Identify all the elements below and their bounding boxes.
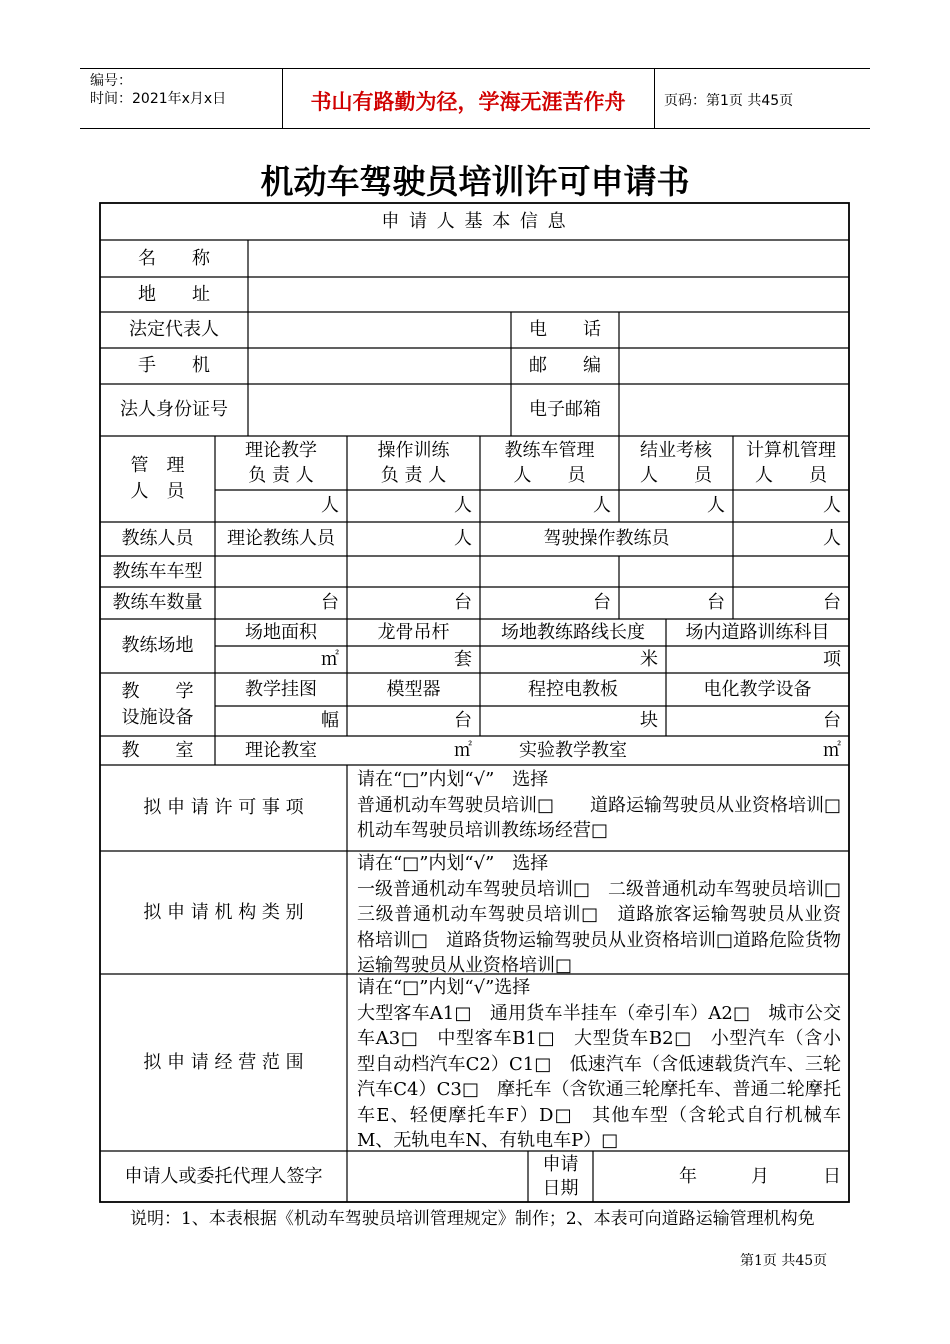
mgmt-col-exam-staff: 结业考核 人 员	[640, 440, 712, 486]
theory-classroom-area[interactable]: ㎡	[454, 739, 472, 761]
driving-coach-count[interactable]: 人	[823, 528, 841, 549]
label-theory-coach: 理论教练人员	[227, 528, 335, 549]
mgmt-col-theory-lead: 理论教学 负 责 人	[245, 440, 317, 486]
mobile-field[interactable]	[248, 348, 511, 384]
facility-col-charts: 教学挂图	[245, 678, 317, 700]
site-subjects-value[interactable]: 项	[823, 648, 841, 670]
business-scope-options[interactable]: 请在“□”内划“√”选择 大型客车A1□ 通用货车半挂车（牵引车）A2□ 城市公交车A3□ 中型客车B1□ 大型货车B2□ 小型汽车（含小型自动档汽车C2）C1□ 低速汽车（含低速载货汽车、三轮汽车C4）C3□ 摩托车（含钦通三轮摩托车、普通二轮摩托车E、轻便摩托车F）D□ 其他车型（含轮式自行机械车M、无轨电车N、有轨电车P）□	[357, 977, 841, 1151]
site-area-value[interactable]: ㎡	[321, 648, 339, 670]
label-teaching-facilities: 教 学 设施设备	[121, 680, 194, 728]
facility-models-value[interactable]: 台	[454, 710, 472, 731]
mgmt-unit-4[interactable]: 人	[707, 495, 725, 516]
site-col-road-subjects: 场内道路训练科目	[685, 621, 830, 643]
mgmt-col-computer-manager: 计算机管理 人 员	[746, 440, 836, 486]
facility-col-electronic: 电化教学设备	[703, 678, 812, 700]
address-field[interactable]	[248, 277, 849, 312]
label-address: 地 址	[138, 283, 210, 305]
form-title: 机动车驾驶员培训许可申请书	[260, 162, 690, 201]
label-coach-staff: 教练人员	[121, 528, 194, 549]
mgmt-unit-3[interactable]: 人	[593, 495, 611, 516]
vehicle-count-2[interactable]: 台	[454, 592, 472, 613]
application-date-field[interactable]: 年 月 日	[679, 1165, 841, 1187]
mgmt-unit-2[interactable]: 人	[454, 495, 472, 516]
facility-col-boards: 程控电教板	[528, 678, 618, 700]
label-phone: 电 话	[529, 319, 601, 340]
facility-charts-value[interactable]: 幅	[321, 710, 339, 731]
mgmt-col-operation-lead: 操作训练 负 责 人	[377, 440, 450, 486]
document-number-label: 编号：	[90, 73, 132, 89]
facility-electronic-value[interactable]: 台	[823, 710, 841, 731]
label-business-scope: 拟 申 请 经 营 范 围	[143, 1051, 304, 1073]
vehicle-count-1[interactable]: 台	[321, 592, 339, 613]
email-field[interactable]	[619, 384, 849, 436]
page-footer: 第1页 共45页	[740, 1253, 828, 1269]
postcode-field[interactable]	[619, 348, 849, 384]
label-email: 电子邮箱	[529, 399, 601, 420]
site-col-gantry: 龙骨吊杆	[377, 621, 450, 643]
vehicle-type-field-3[interactable]	[480, 556, 619, 587]
vehicle-count-3[interactable]: 台	[593, 592, 611, 613]
phone-field[interactable]	[619, 312, 849, 348]
label-lab-classroom: 实验教学教室	[519, 739, 627, 761]
label-theory-classroom: 理论教室	[245, 739, 317, 761]
header-motto: 书山有路勤为径，学海无涯苦作舟	[310, 90, 626, 114]
label-org-type: 拟 申 请 机 构 类 别	[143, 901, 304, 923]
vehicle-type-field-4[interactable]	[619, 556, 733, 587]
mgmt-unit-1[interactable]: 人	[321, 495, 339, 516]
vehicle-count-4[interactable]: 台	[707, 592, 725, 613]
name-field[interactable]	[248, 240, 849, 277]
vehicle-type-field-2[interactable]	[347, 556, 480, 587]
form-note: 说明：1、本表根据《机动车驾驶员培训管理规定》制作；2、本表可向道路运输管理机构免	[130, 1209, 815, 1229]
site-route-value[interactable]: 米	[640, 648, 658, 670]
document-time-label: 时间：2021年x月x日	[90, 91, 227, 107]
label-name: 名 称	[138, 247, 210, 269]
mgmt-col-vehicle-manager: 教练车管理 人 员	[504, 440, 595, 486]
header-page-number: 页码：第1页 共45页	[664, 93, 794, 109]
vehicle-count-5[interactable]: 台	[823, 592, 841, 613]
facility-col-models: 模型器	[386, 678, 441, 700]
label-application-date: 申请 日期	[542, 1153, 579, 1199]
vehicle-type-field-5[interactable]	[733, 556, 849, 587]
label-vehicle-count: 教练车数量	[112, 592, 203, 613]
site-gantry-value[interactable]: 套	[454, 648, 472, 670]
label-signature: 申请人或委托代理人签字	[124, 1165, 323, 1187]
label-vehicle-type: 教练车车型	[112, 560, 203, 582]
label-mobile: 手 机	[138, 355, 210, 376]
label-legal-rep: 法定代表人	[129, 319, 219, 340]
label-postcode: 邮 编	[529, 355, 601, 376]
signature-field[interactable]	[347, 1151, 528, 1202]
vehicle-type-field-1[interactable]	[215, 556, 347, 587]
label-classroom: 教 室	[121, 739, 194, 761]
site-col-route-length: 场地教练路线长度	[501, 621, 645, 643]
theory-coach-count[interactable]: 人	[454, 528, 472, 549]
label-driving-coach: 驾驶操作教练员	[543, 528, 670, 549]
legal-rep-field[interactable]	[248, 312, 511, 348]
mgmt-unit-5[interactable]: 人	[823, 495, 841, 516]
facility-boards-value[interactable]: 块	[640, 710, 658, 731]
section-basic-info: 申 请 人 基 本 信 息	[381, 210, 568, 232]
id-card-field[interactable]	[248, 384, 511, 436]
label-management: 管 理 人 员	[130, 455, 185, 502]
label-training-site: 教练场地	[121, 635, 194, 656]
permit-items-options[interactable]: 请在“□”内划“√” 选择 普通机动车驾驶员培训□ 道路运输驾驶员从业资格培训□ 机动车驾驶员培训教练场经营□	[357, 769, 842, 841]
label-id-card: 法人身份证号	[120, 399, 228, 420]
site-col-area: 场地面积	[245, 621, 317, 643]
org-type-options[interactable]: 请在“□”内划“√” 选择 一级普通机动车驾驶员培训□ 二级普通机动车驾驶员培训□ 三级普通机动车驾驶员培训□ 道路旅客运输驾驶员从业资格培训□ 道路货物运输驾驶员从业资格培训□道路危险货物运输驾驶员从业资格培训□	[357, 853, 842, 976]
label-permit-items: 拟 申 请 许 可 事 项	[143, 797, 304, 818]
lab-classroom-area[interactable]: ㎡	[823, 739, 841, 761]
